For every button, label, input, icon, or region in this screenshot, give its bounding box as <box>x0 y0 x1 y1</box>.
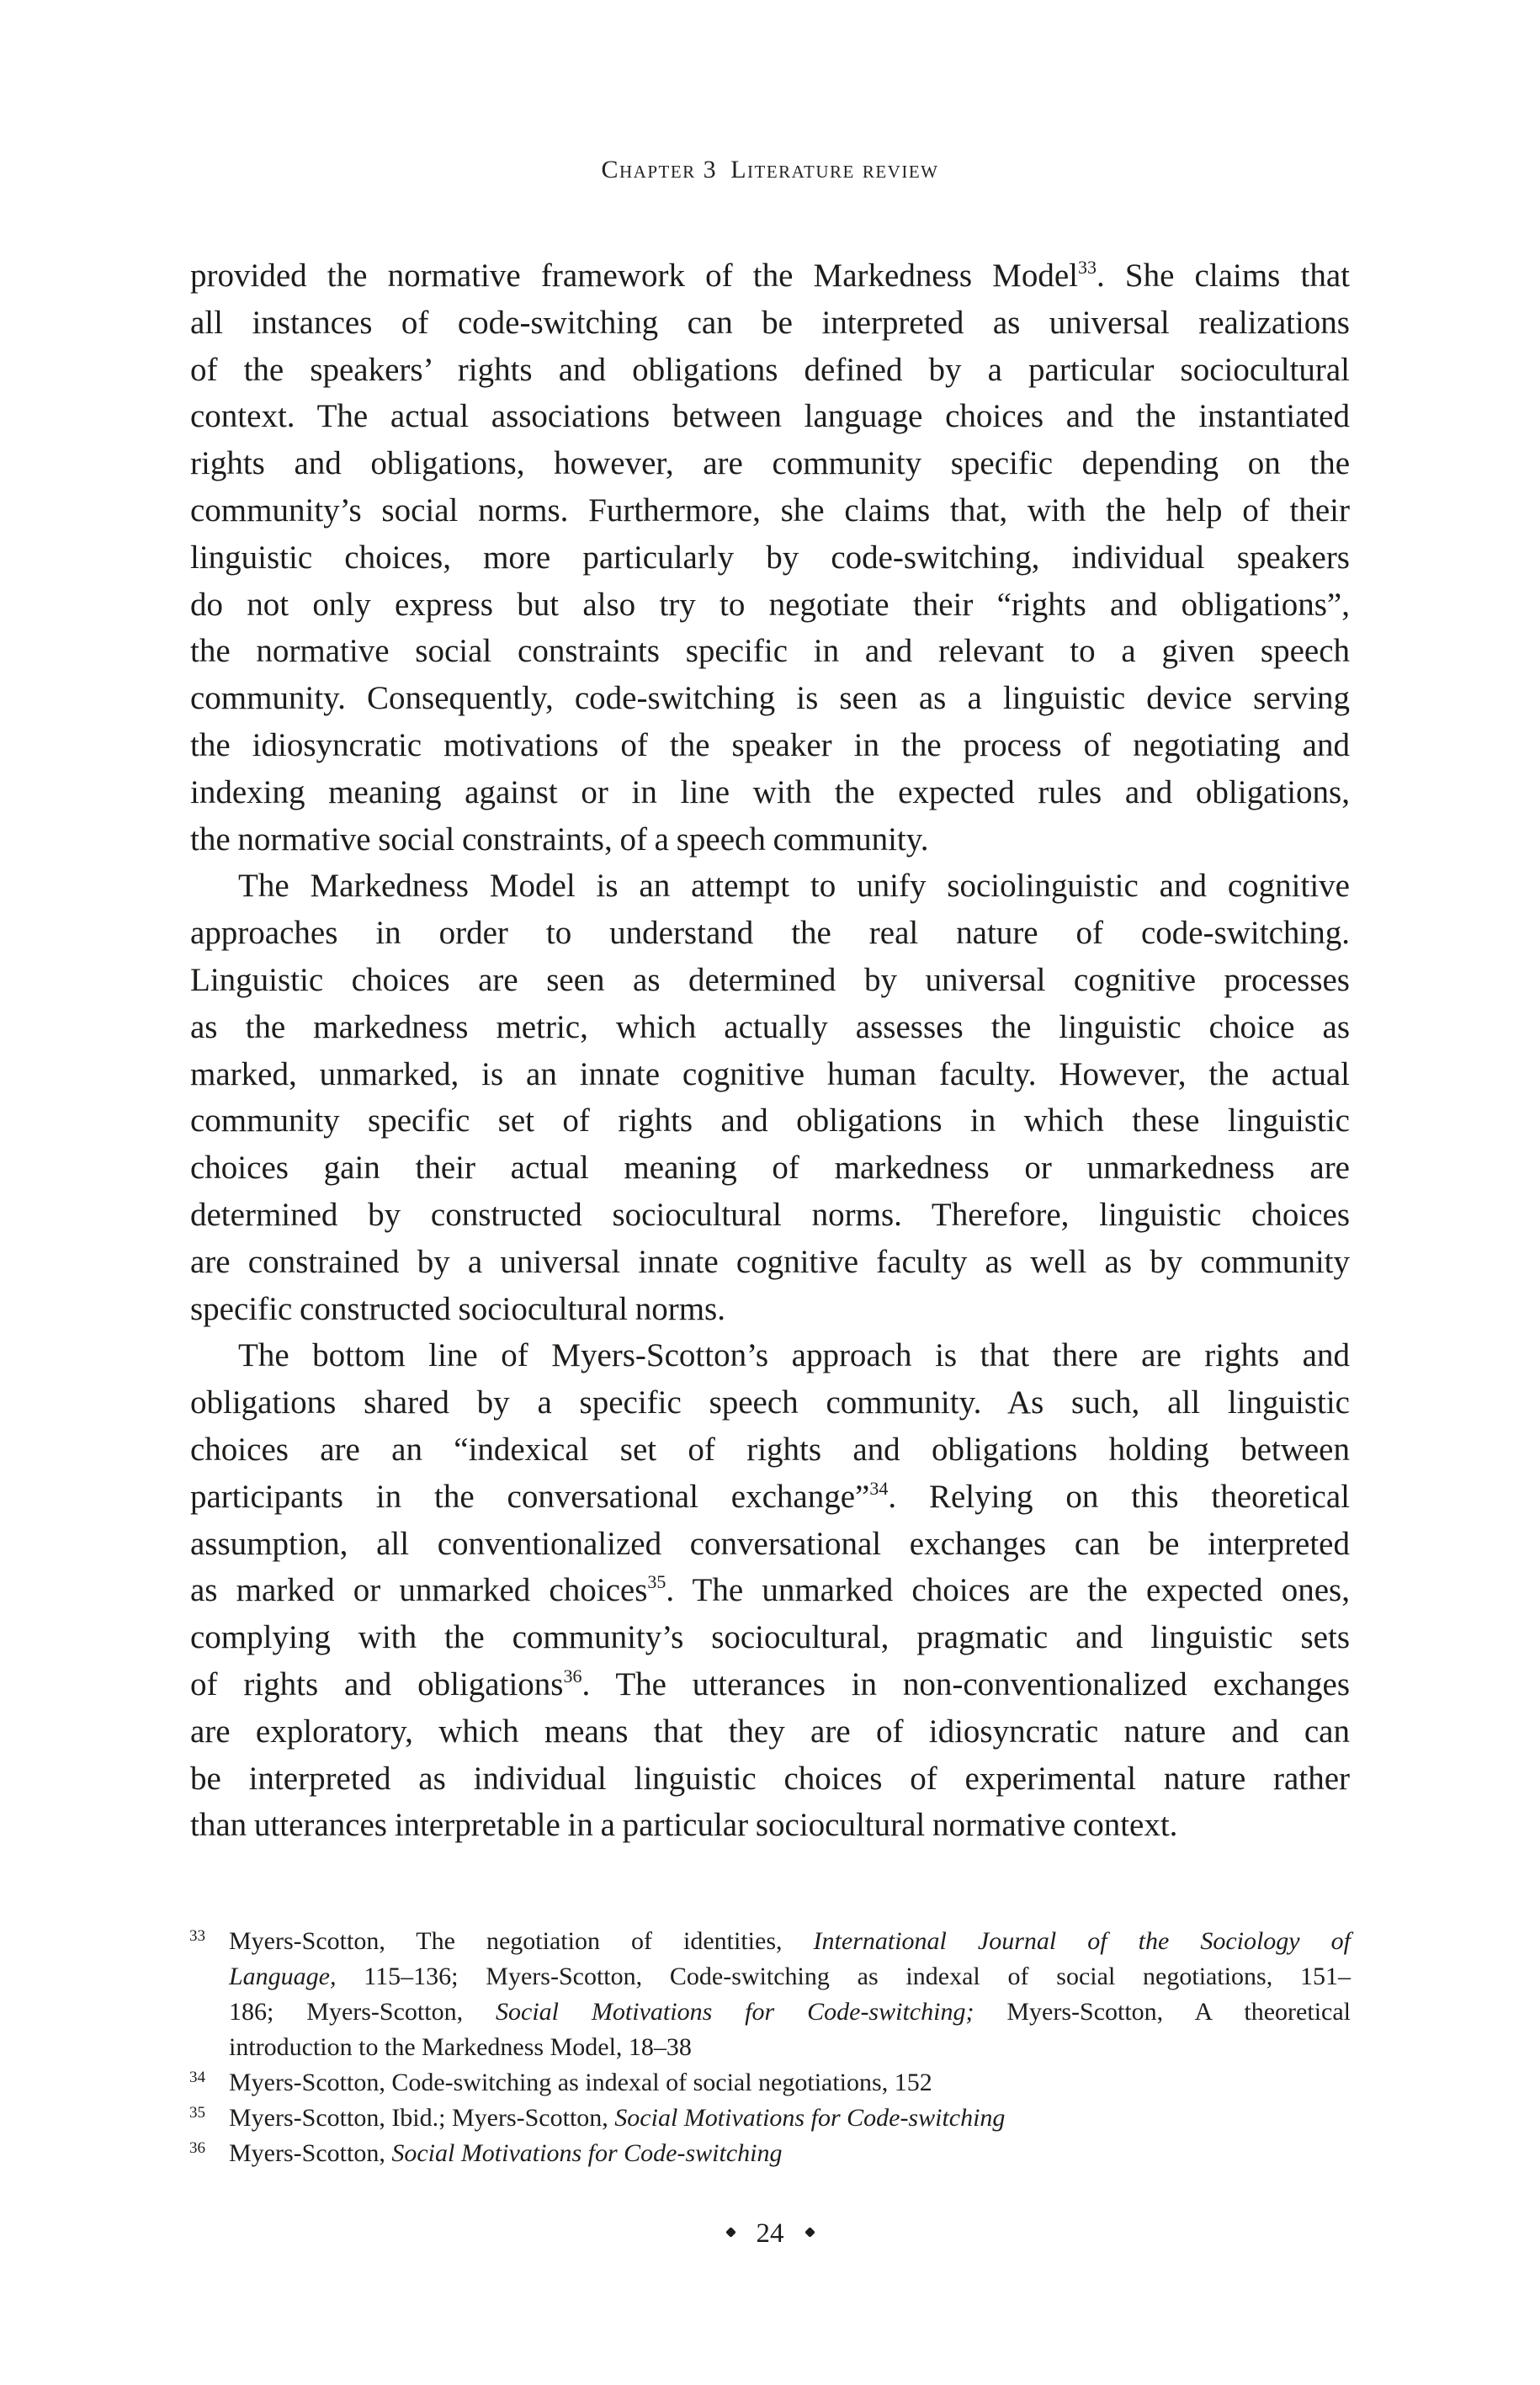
text-run: the normative social constraints specific in and relevant to a given speech <box>190 633 1350 670</box>
text-run: marked, unmarked, is an innate cognitive human faculty. However, the actual <box>190 1055 1350 1092</box>
text-run: Myers-Scotton, A theoretical <box>974 1998 1351 2026</box>
footnote-line <box>229 1959 1351 1995</box>
text-run: community specific set of rights and obligations in which these linguistic <box>190 1102 1350 1139</box>
running-head-chapter: Chapter 3 <box>601 156 718 183</box>
text-run: context. The actual associations between language choices and the instantiated <box>190 398 1350 435</box>
paragraph <box>190 863 1350 1332</box>
text-run: rights and obligations, however, are community specific depending on the <box>190 445 1350 482</box>
text-line <box>190 1708 1350 1756</box>
text-run: the normative social constraints, of a speech community. <box>190 821 929 858</box>
text-line <box>190 1332 1350 1379</box>
text-run: Myers-Scotton, <box>229 2139 392 2167</box>
text-line <box>190 347 1350 394</box>
footnote-reference[interactable]: 36 <box>563 1665 582 1686</box>
footnote-number: 36 <box>189 2139 205 2157</box>
text-line <box>190 1286 1350 1333</box>
text-line <box>190 300 1350 347</box>
text-line <box>190 393 1350 440</box>
footnote-reference[interactable]: 34 <box>869 1477 889 1499</box>
italic-title: International Journal of the Sociology of <box>813 1927 1351 1955</box>
footnote <box>189 1924 1351 2065</box>
text-run: community. Consequently, code-switching is seen as a linguistic device serving <box>190 680 1350 717</box>
text-line <box>190 910 1350 957</box>
text-line <box>190 1192 1350 1239</box>
paragraph <box>190 1332 1350 1849</box>
text-run: the idiosyncratic motivations of the speaker in the process of negotiating and <box>190 726 1350 763</box>
text-run: indexing meaning against or in line with the expected rules and obligations, <box>190 773 1350 810</box>
footnote-number: 35 <box>189 2104 205 2122</box>
text-run: all instances of code-switching can be interpreted as universal realizations <box>190 304 1350 341</box>
text-run: of rights and obligations <box>190 1665 564 1702</box>
italic-title: Social Motivations for Code-switching <box>391 2139 783 2167</box>
text-run: of the speakers’ rights and obligations defined by a particular sociocultural <box>190 351 1350 388</box>
text-run: specific constructed sociocultural norms. <box>190 1290 725 1327</box>
text-run: are constrained by a universal innate cognitive faculty as well as by community <box>190 1243 1350 1280</box>
footnote-line <box>229 2101 1351 2136</box>
text-line <box>190 440 1350 487</box>
text-line <box>190 252 1350 300</box>
text-run: determined by constructed sociocultural norms. Therefore, linguistic choices <box>190 1196 1350 1233</box>
footnote-text <box>229 2136 1351 2171</box>
text-line <box>190 1567 1350 1614</box>
text-line <box>190 1802 1350 1849</box>
text-run: linguistic choices, more particularly by code-switching, individual speakers <box>190 539 1350 576</box>
text-line <box>190 487 1350 534</box>
text-line <box>190 1614 1350 1661</box>
footnote-reference[interactable]: 35 <box>647 1571 666 1593</box>
footnote-number: 34 <box>189 2069 205 2086</box>
text-line <box>190 1426 1350 1474</box>
text-line <box>190 816 1350 863</box>
italic-title: Social Motivations for Code-switching <box>614 2104 1006 2132</box>
text-run: complying with the community’s sociocultural, pragmatic and linguistic sets <box>190 1619 1350 1656</box>
footnote-text <box>229 1924 1351 2065</box>
footnotes <box>189 1924 1351 2171</box>
footnote-line <box>229 2136 1351 2171</box>
footnote <box>189 2101 1351 2136</box>
italic-title: Social Motivations for Code-switching; <box>496 1998 974 2026</box>
text-run: Linguistic choices are seen as determined by universal cognitive processes <box>190 961 1350 998</box>
page-number: 24 <box>756 2218 784 2249</box>
text-run: assumption, all conventionalized conversational exchanges can be interpreted <box>190 1525 1350 1562</box>
text-line <box>190 1756 1350 1803</box>
text-line <box>190 1521 1350 1568</box>
text-run: as marked or unmarked choices <box>190 1572 648 1609</box>
text-run: Myers-Scotton, Ibid.; Myers-Scotton, <box>229 2104 615 2132</box>
paragraph <box>190 252 1350 863</box>
text-run: The Markedness Model is an attempt to unify sociolinguistic and cognitive <box>238 868 1350 905</box>
footnote-text <box>229 2065 1351 2101</box>
text-run: . She claims that <box>1096 258 1350 294</box>
text-run: . The utterances in non-conventionalized exchanges <box>581 1665 1350 1702</box>
text-line <box>190 957 1350 1004</box>
text-run: The bottom line of Myers-Scotton’s approach is that there are rights and <box>238 1337 1350 1374</box>
bullet-ornament-right <box>805 2227 815 2238</box>
footnote-line <box>229 2065 1351 2101</box>
text-run: be interpreted as individual linguistic choices of experimental nature rather <box>190 1760 1350 1797</box>
body-text <box>190 252 1350 1849</box>
text-run: introduction to the Markedness Model, 18–38 <box>229 2033 692 2061</box>
text-line <box>190 1474 1350 1521</box>
text-line <box>190 628 1350 675</box>
text-line <box>190 863 1350 910</box>
text-line <box>190 722 1350 769</box>
text-line <box>190 675 1350 722</box>
text-run: than utterances interpretable in a particular sociocultural normative context. <box>190 1807 1178 1844</box>
text-line <box>190 1239 1350 1286</box>
text-line <box>190 1097 1350 1145</box>
text-run: . Relying on this theoretical <box>888 1478 1350 1515</box>
footnote <box>189 2065 1351 2101</box>
text-run: participants in the conversational exchange” <box>190 1478 870 1515</box>
text-line <box>190 582 1350 629</box>
text-run: provided the normative framework of the Markedness Model <box>190 258 1078 294</box>
text-run: choices are an “indexical set of rights and obligations holding between <box>190 1431 1350 1468</box>
text-line <box>190 1004 1350 1051</box>
footnote-line <box>229 2030 1351 2065</box>
footnote <box>189 2136 1351 2171</box>
bullet-ornament-left <box>725 2227 736 2238</box>
footnote-reference[interactable]: 33 <box>1077 257 1097 278</box>
text-run: 115–136; Myers-Scotton, Code-switching as indexal of social negotiations, 151– <box>336 1963 1351 1990</box>
text-run: are exploratory, which means that they are of idiosyncratic nature and can <box>190 1713 1350 1750</box>
text-run: Myers-Scotton, The negotiation of identities, <box>229 1927 814 1955</box>
text-run: community’s social norms. Furthermore, she claims that, with the help of their <box>190 491 1350 529</box>
text-line <box>190 1145 1350 1192</box>
text-run: as the markedness metric, which actually assesses the linguistic choice as <box>190 1008 1350 1045</box>
text-run: obligations shared by a specific speech community. As such, all linguistic <box>190 1384 1350 1421</box>
running-head-title: Literature review <box>730 156 939 183</box>
text-line <box>190 769 1350 816</box>
page-folio <box>0 2215 1540 2252</box>
text-run: approaches in order to understand the real nature of code-switching. <box>190 915 1350 952</box>
text-run: choices gain their actual meaning of markedness or unmarkedness are <box>190 1150 1350 1187</box>
italic-title: Language, <box>229 1963 337 1990</box>
text-run: . The unmarked choices are the expected ones, <box>666 1572 1350 1609</box>
footnote-line <box>229 1924 1351 1959</box>
text-line <box>190 1661 1350 1708</box>
text-line <box>190 1051 1350 1098</box>
text-run: do not only express but also try to negotiate their “rights and obligations”, <box>190 586 1350 623</box>
running-head <box>0 153 1540 187</box>
footnote-text <box>229 2101 1351 2136</box>
text-line <box>190 534 1350 582</box>
text-run: 186; Myers-Scotton, <box>229 1998 497 2026</box>
text-run: Myers-Scotton, Code-switching as indexal of social negotiations, 152 <box>229 2069 932 2096</box>
footnote-line <box>229 1995 1351 2030</box>
text-line <box>190 1379 1350 1426</box>
footnote-number: 33 <box>189 1927 205 1945</box>
